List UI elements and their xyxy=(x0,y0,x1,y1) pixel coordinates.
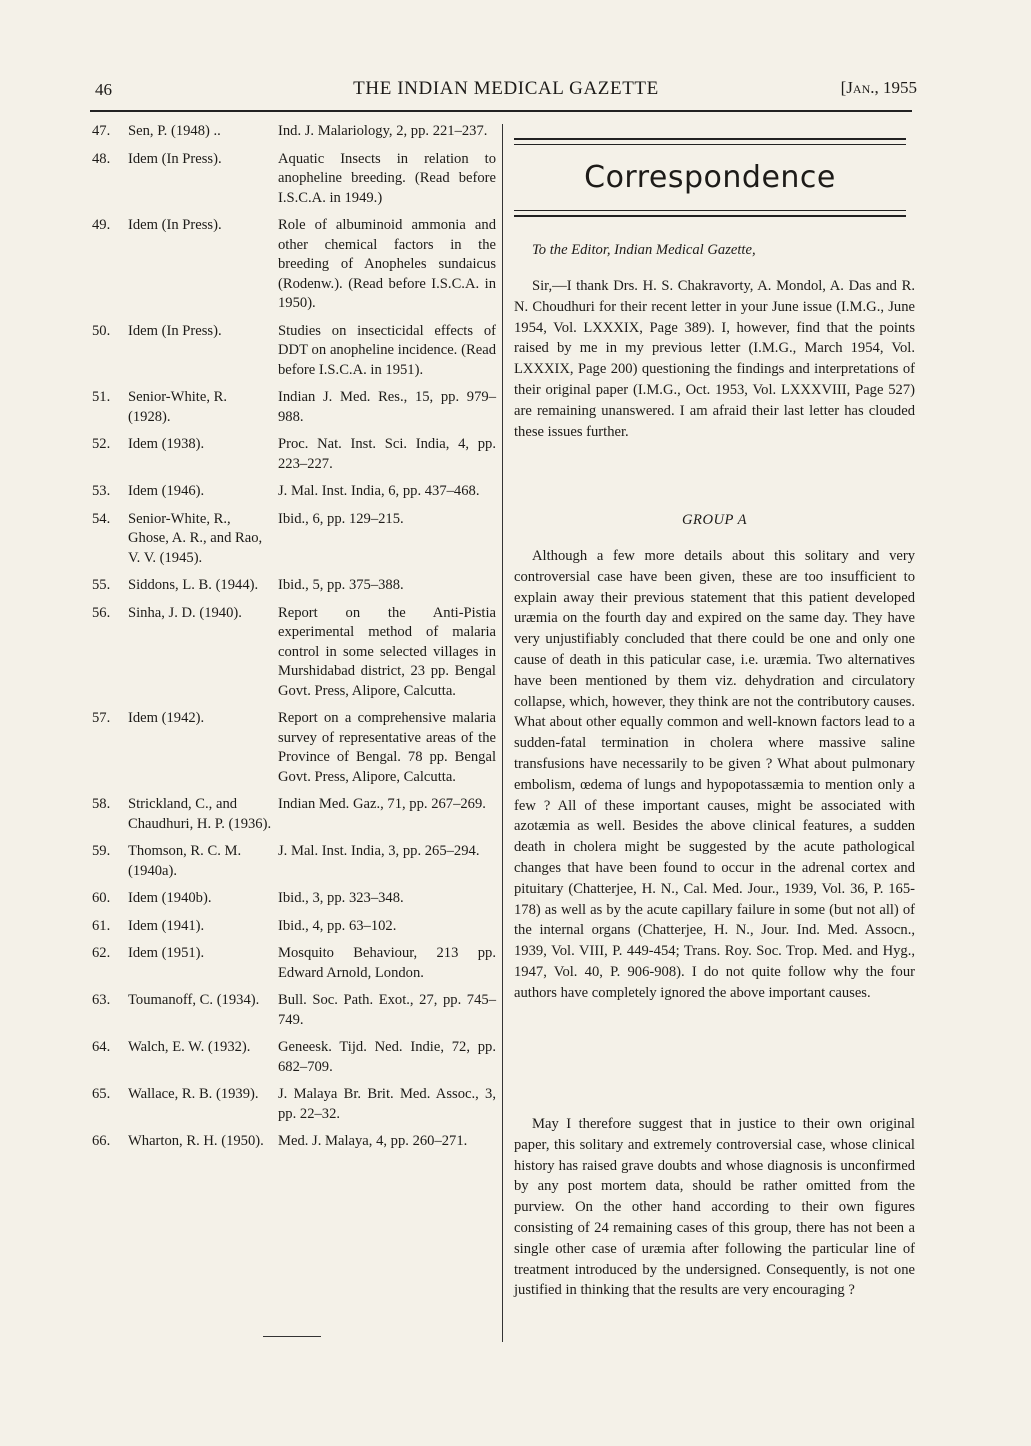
reference-entry xyxy=(92,435,496,474)
reference-entry xyxy=(92,510,496,569)
reference-entry xyxy=(92,842,496,881)
running-header xyxy=(95,76,917,102)
reference-source: Med. J. Malaya, 4, pp. 260–271. xyxy=(278,1133,468,1149)
journal-title: THE INDIAN MEDICAL GAZETTE xyxy=(353,78,659,99)
reference-number: 52. xyxy=(92,436,111,452)
reference-source: Geneesk. Tijd. Ned. Indie, 72, pp. 682–709. xyxy=(278,1039,496,1075)
reference-entry xyxy=(92,482,496,502)
reference-source: Ibid., 3, pp. 323–348. xyxy=(278,890,404,906)
reference-source: Indian J. Med. Res., 15, pp. 979–988. xyxy=(278,389,496,425)
reference-list xyxy=(92,122,496,1160)
reference-entry xyxy=(92,322,496,381)
reference-source: Aquatic Insects in relation to anopheline breeding. (Read before I.S.C.A. in 1949.) xyxy=(278,150,496,206)
reference-author: Siddons, L. B. (1944). xyxy=(128,577,259,593)
end-rule xyxy=(263,1336,321,1337)
reference-source: J. Mal. Inst. India, 3, pp. 265–294. xyxy=(278,843,480,859)
salutation: To the Editor, Indian Medical Gazette, xyxy=(532,242,756,258)
issue-date: [Jan., 1955 xyxy=(840,78,917,97)
reference-entry xyxy=(92,917,496,937)
reference-number: 64. xyxy=(92,1039,111,1055)
reference-number: 48. xyxy=(92,150,111,167)
reference-number: 63. xyxy=(92,992,111,1008)
reference-source: Ibid., 4, pp. 63–102. xyxy=(278,917,397,934)
letter-paragraph-2: Although a few more details about this solitary and very controversial case have been given, these are too insufficient to explain away their previous statement that this patient developed uræmia on the fourth day and expired on the same day. They have very unjustifiably concluded that there could be one and only one cause of death in this paticular case, i.e. uræmia. Two alternatives have been mentioned by them viz. dehydration and circulatory collapse, which, however, they think are not the contributory causes. What about other equally common and well-known factors lead to a sudden-fatal termination in cholera where massive saline transfusions have necessarily to be given ? What about pulmonary embolism, œdema of lungs and hypopotassæmia to mention only a few ? All of these important causes, might be associated with azotæmia as well. Besides the above clinical features, a sudden death in cholera might be suggested by the acute pathological changes that have been found to occur in the adrenal cortex and pituitary (Chatterjee, H. N., Cal. Med. Jour., 1939, Vol. 36, P. 165-178) as well as by the acute capillary failure in some (but not all) of the internal organs (Chatterjee, H. N., Jour. Ind. Med. Assocn., 1939, Vol. VIII, P. 449-454; Trans. Roy. Soc. Trop. Med. and Hyg., 1947, Vol. 40, P. 906-908). I do not quite follow why the four authors have completely ignored the above important causes. xyxy=(514,548,915,1001)
reference-entry xyxy=(92,122,496,142)
reference-author: Wharton, R. H. (1950). xyxy=(128,1133,264,1149)
reference-number: 50. xyxy=(92,322,111,339)
title-rule-top xyxy=(514,138,906,145)
reference-entry xyxy=(92,216,496,314)
reference-source: Report on a comprehensive malaria survey of representative areas of the Province of Bengal. 78 pp. Bengal Govt. Press, Alipore, Calcutta. xyxy=(278,710,496,785)
reference-entry xyxy=(92,1085,496,1124)
reference-number: 58. xyxy=(92,796,111,812)
letter-paragraph-3: May I therefore suggest that in justice to their own original paper, this solitary and extremely controversial case, whose clinical history has raised grave doubts and whose diagnosis is unconfirmed by any post mortem data, should be rather omitted from the purview. On the other hand according to their own figures consisting of 24 remaining cases of this group, there has not been a single other case of uræmia after following the particular line of treatment introduced by the undersigned. Consequently, is not one justified in thinking that the results are very encouraging ? xyxy=(514,1116,915,1299)
reference-entry xyxy=(92,991,496,1030)
reference-source: Indian Med. Gaz., 71, pp. 267–269. xyxy=(278,796,486,812)
reference-source: Bull. Soc. Path. Exot., 27, pp. 745–749. xyxy=(278,992,496,1028)
reference-author: Strickland, C., and Chaudhuri, H. P. (1936). xyxy=(128,796,272,832)
reference-source: Ibid., 6, pp. 129–215. xyxy=(278,510,404,527)
reference-number: 55. xyxy=(92,577,111,593)
reference-number: 56. xyxy=(92,604,111,621)
reference-author: Toumanoff, C. (1934). xyxy=(128,992,260,1008)
reference-author: Senior-White, R., Ghose, A. R., and Rao, V. V. (1945). xyxy=(128,510,263,566)
reference-entry xyxy=(92,604,496,702)
reference-author: Thomson, R. C. M. (1940a). xyxy=(128,843,242,879)
reference-source: Studies on insecticidal effects of DDT on anopheline incidence. (Read before I.S.C.A. in 1951). xyxy=(278,322,496,378)
reference-entry xyxy=(92,1132,496,1152)
reference-source: J. Mal. Inst. India, 6, pp. 437–468. xyxy=(278,483,480,499)
reference-number: 59. xyxy=(92,843,111,859)
reference-number: 53. xyxy=(92,483,111,499)
reference-author: Idem (In Press). xyxy=(128,217,222,233)
reference-author: Idem (1940b). xyxy=(128,890,212,906)
column-divider xyxy=(502,124,503,1342)
reference-number: 60. xyxy=(92,890,111,906)
reference-source: J. Malaya Br. Brit. Med. Assoc., 3, pp. 22–32. xyxy=(278,1086,496,1122)
reference-source: Role of albuminoid ammonia and other chemical factors in the breeding of Anopheles sundaicus (Rodenw.). (Read before I.S.C.A. in 1950). xyxy=(278,217,496,311)
reference-source: Ibid., 5, pp. 375–388. xyxy=(278,577,404,593)
header-rule xyxy=(90,110,912,112)
title-rule-bottom xyxy=(514,210,906,217)
reference-author: Sen, P. (1948) .. xyxy=(128,123,221,139)
reference-author: Sinha, J. D. (1940). xyxy=(128,604,242,621)
reference-author: Idem (In Press). xyxy=(128,322,222,339)
reference-number: 47. xyxy=(92,123,111,139)
group-heading: GROUP A xyxy=(682,512,747,528)
page-number: 46 xyxy=(95,80,112,99)
reference-number: 57. xyxy=(92,710,111,726)
reference-entry xyxy=(92,150,496,209)
reference-entry xyxy=(92,388,496,427)
reference-author: Walch, E. W. (1932). xyxy=(128,1039,251,1055)
reference-number: 54. xyxy=(92,510,111,527)
reference-author: Idem (1942). xyxy=(128,710,205,726)
section-title: Correspondence xyxy=(584,160,836,195)
reference-author: Idem (1946). xyxy=(128,483,205,499)
reference-entry xyxy=(92,889,496,909)
reference-entry xyxy=(92,576,496,596)
reference-number: 66. xyxy=(92,1133,111,1149)
reference-number: 62. xyxy=(92,945,111,961)
reference-author: Idem (In Press). xyxy=(128,150,222,167)
reference-entry xyxy=(92,1038,496,1077)
reference-entry xyxy=(92,795,496,834)
reference-source: Report on the Anti-Pistia experimental method of malaria control in some selected villages in Murshidabad district, 23 pp. Bengal Govt. Press, Alipore, Calcutta. xyxy=(278,604,496,699)
letter-paragraph-1: Sir,—I thank Drs. H. S. Chakravorty, A. Mondol, A. Das and R. N. Choudhuri for their recent letter in your June issue (I.M.G., June 1954, Vol. LXXXIX, Page 389). I, however, find that the points raised by me in my previous letter (I.M.G., March 1954, Vol. LXXXIX, Page 200) questioning the findings and interpretations of their original paper (I.M.G., Oct. 1953, Vol. LXXXVIII, Page 527) are remaining unanswered. I am afraid their last letter has clouded these issues further. xyxy=(514,278,915,440)
reference-entry xyxy=(92,709,496,787)
reference-source: Mosquito Behaviour, 213 pp. Edward Arnold, London. xyxy=(278,945,496,981)
reference-author: Idem (1951). xyxy=(128,945,205,961)
reference-number: 51. xyxy=(92,389,111,405)
reference-source: Proc. Nat. Inst. Sci. India, 4, pp. 223–227. xyxy=(278,436,496,472)
reference-author: Idem (1938). xyxy=(128,436,205,452)
reference-number: 61. xyxy=(92,917,111,934)
reference-number: 49. xyxy=(92,217,111,233)
reference-author: Idem (1941). xyxy=(128,917,205,934)
reference-number: 65. xyxy=(92,1086,111,1102)
reference-source: Ind. J. Malariology, 2, pp. 221–237. xyxy=(278,123,488,139)
reference-author: Senior-White, R. (1928). xyxy=(128,389,228,425)
reference-author: Wallace, R. B. (1939). xyxy=(128,1086,259,1102)
reference-entry xyxy=(92,944,496,983)
